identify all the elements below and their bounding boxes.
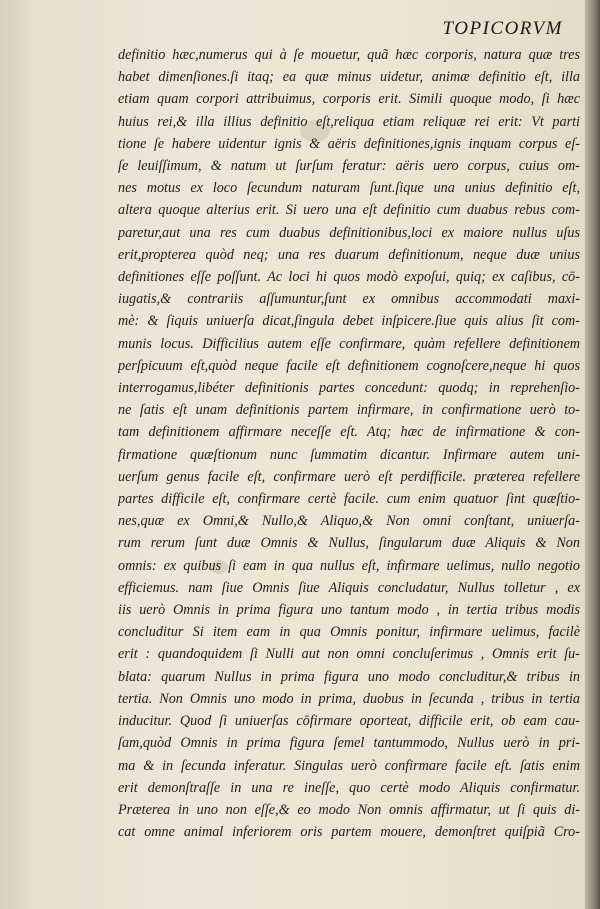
text-line: munis locus. Difficilius autem eſſe confirmare, quàm refellere definitionem — [118, 335, 580, 352]
text-line: definitio hæc,numerus qui à ſe mouetur, quã hæc corporis, natura quæ tres — [118, 47, 580, 63]
text-line: Præterea in uno non eſſe,& eo modo Non omnis affirmatur, ut ſi quis di- — [118, 801, 580, 818]
text-line: iis uerò Omnis in prima figura uno tantum modo , in tertia tribus modis — [118, 602, 580, 619]
text-line: tertia. Non Omnis uno modo in prima, duobus in ſecunda , tribus in tertia — [118, 690, 580, 707]
text-line: perſpicuum eſt,quòd neque facile eſt definitionem cognoſcere,neque hi quos — [118, 357, 580, 374]
text-line: partes difficile eſt, confirmare certè facile. cum enim quatuor ſint quæſtio- — [118, 491, 580, 508]
text-line: efficiemus. nam ſiue Omnis ſiue Aliquis concludatur, Nullus tolletur , ex — [118, 579, 580, 596]
text-line: omnis: ex quibus ſi eam in qua nullus eſt, infirmare uelimus, nullo negotio — [118, 557, 580, 574]
text-line: firmatione quæſtionum nunc ſummatim dicantur. Infirmare autem uni- — [118, 446, 580, 463]
text-line: etiam quam corpori attribuimus, corporis erit. Simili quoque modo, ſi hæc — [118, 91, 580, 108]
running-head: TOPICORVM — [442, 18, 563, 39]
text-line: altera quoque alterius erit. Si uero una eſt definitio cum duabus rebus com- — [118, 202, 580, 219]
text-line: habet dimenſiones.ſi itaq; ea quæ minus uidetur, animæ definitio eſt, illa — [118, 69, 580, 86]
text-line: nes motus ex loco ſecundum naturam ſunt.ſique una unius definitio eſt, — [118, 180, 580, 197]
text-line: iugatis,& contrariis aſſumuntur,ſunt ex omnibus accommodati maxi- — [118, 291, 580, 308]
text-line: ſam,quòd Omnis in prima figura ſemel tantummodo, Nullus uerò in pri- — [118, 735, 580, 752]
text-line: huius rei,& illa illius definitio eſt,reliqua etiam reliquæ rei erit: Vt parti — [118, 113, 580, 130]
text-line: cat omne animal inferiorem oris partem mouere, demonſtret quiſpiã Cro- — [118, 824, 580, 841]
text-line: blata: quarum Nullus in prima figura uno modo concluditur,& tribus in — [118, 668, 580, 685]
text-line: paretur,aut una res cum duabus definitionibus,loci ex maiore nullus uſus — [118, 224, 580, 241]
page-edge-shadow — [585, 0, 600, 909]
text-line: inducitur. Quod ſi uniuerſas cōfirmare oporteat, difficile erit, ob eam cau- — [118, 713, 580, 730]
text-line: ſe leuiſſimum, & natum ut ſurſum feratur: aëris uero corpus, cuius om- — [118, 158, 580, 175]
text-line: definitiones eſſe poſſunt. Ac loci hi quos modò expoſui, quiq; ex caſibus, cō- — [118, 269, 580, 286]
text-line: nes,quæ ex Omni,& Nullo,& Aliquo,& Non omni conſtant, uniuerſa- — [118, 513, 580, 530]
text-line: ma & in ſecunda inferatur. Singulas uerò confirmare facile eſt. ſatis enim — [118, 757, 580, 774]
text-line: tam definitionem affirmare neceſſe eſt. Atq; hæc de infirmatione & con- — [118, 424, 580, 441]
text-line: erit,propterea quòd neq; una res duarum definitionum, neque duæ unius — [118, 246, 580, 263]
text-line: concluditur Si item eam in qua Omnis ponitur, infirmare uelimus, facilè — [118, 624, 580, 641]
text-line: interrogamus,libéter definitionis partes concedunt: quodq; in reprehenſio- — [118, 380, 580, 397]
text-line: erit : quandoquidem ſi Nulli aut non omni concluſerimus , Omnis erit ſu- — [118, 646, 580, 663]
text-line: uerſum genus facile eſt, confirmare uerò eſt perdifficile. præterea refellere — [118, 468, 580, 485]
text-line: mè: & ſiquis uniuerſa dicat,ſingula debet inſpicere.ſiue quis alius ſit com- — [118, 313, 580, 330]
body-text — [118, 44, 580, 843]
text-line: erit demonſtraſſe in una re ineſſe, quo certè modo Aliquis confirmatur. — [118, 779, 580, 796]
text-line: rum rerum ſunt duæ Omnis & Nullus, ſingularum duæ Aliquis & Non — [118, 535, 580, 552]
text-line: tione ſe habere uidentur ignis & aëris definitiones,ignis inquam corpus eſ- — [118, 135, 580, 152]
text-line: ne ſatis eſt unam definitionis partem infirmare, in confirmatione uerò to- — [118, 402, 580, 419]
